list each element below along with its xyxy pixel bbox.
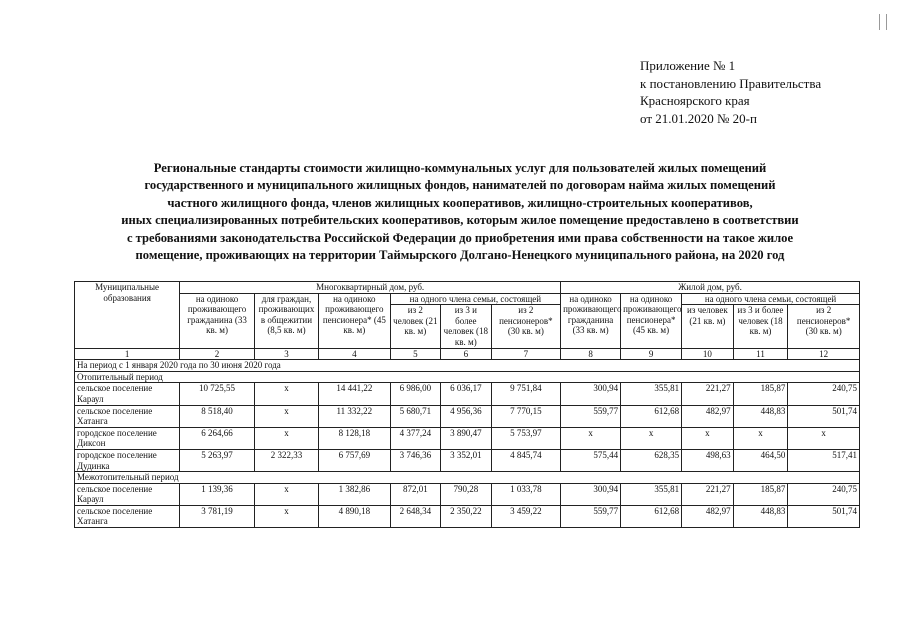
- header-col3: для граждан, проживающих в общежитии (8,5 кв. м): [254, 293, 318, 348]
- value-cell: 11 332,22: [319, 405, 391, 427]
- value-cell: 612,68: [621, 505, 682, 527]
- section-heating: [75, 371, 860, 383]
- value-cell: 7 770,15: [491, 405, 561, 427]
- value-cell: х: [788, 427, 860, 449]
- value-cell: 612,68: [621, 405, 682, 427]
- column-number: 7: [491, 348, 561, 360]
- standards-table: [74, 281, 860, 528]
- value-cell: 5 753,97: [491, 427, 561, 449]
- municipality-name: сельское поселение Караул: [75, 383, 180, 405]
- value-cell: 2 350,22: [441, 505, 492, 527]
- value-cell: х: [254, 483, 318, 505]
- value-cell: 575,44: [561, 449, 621, 471]
- value-cell: х: [733, 427, 788, 449]
- table-row: [75, 427, 860, 449]
- value-cell: 5 680,71: [390, 405, 441, 427]
- annex-line: Красноярского края: [640, 93, 750, 108]
- column-number: 11: [733, 348, 788, 360]
- value-cell: 4 890,18: [319, 505, 391, 527]
- annex-line: от 21.01.2020 № 20-п: [640, 110, 757, 126]
- section-interheating: [75, 472, 860, 484]
- column-number: 2: [180, 348, 255, 360]
- value-cell: 10 725,55: [180, 383, 255, 405]
- value-cell: 1 033,78: [491, 483, 561, 505]
- annex-line: к постановлению Правительства: [640, 75, 822, 91]
- table-row: [75, 405, 860, 427]
- value-cell: х: [254, 427, 318, 449]
- value-cell: 1 382,86: [319, 483, 391, 505]
- header-col6: из 3 и более человек (18 кв. м): [441, 305, 492, 348]
- value-cell: 559,77: [561, 405, 621, 427]
- header-municipal: Муниципальные образования: [75, 282, 180, 349]
- column-number: 12: [788, 348, 860, 360]
- section-interheating-label: Межотопительный период: [75, 472, 860, 484]
- value-cell: 3 890,47: [441, 427, 492, 449]
- header-col2: на одиноко проживающего гражданина (33 кв. м): [180, 293, 255, 348]
- annex-line: Приложение № 1: [640, 58, 736, 73]
- column-number-row: [75, 348, 860, 360]
- value-cell: х: [254, 505, 318, 527]
- municipality-name: городское поселение Диксон: [75, 427, 180, 449]
- value-cell: 185,87: [733, 483, 788, 505]
- value-cell: 185,87: [733, 383, 788, 405]
- municipality-name: городское поселение Дудинка: [75, 449, 180, 471]
- value-cell: 3 459,22: [491, 505, 561, 527]
- value-cell: 6 757,69: [319, 449, 391, 471]
- header-house: Жилой дом, руб.: [561, 282, 860, 294]
- scan-mark: [879, 14, 887, 30]
- value-cell: 221,27: [682, 383, 734, 405]
- value-cell: 1 139,36: [180, 483, 255, 505]
- table-row: [75, 483, 860, 505]
- title-line: помещение, проживающих на территории Таймырского Долгано-Ненецкого муниципального района, на 2020 год: [135, 248, 785, 263]
- value-cell: 6 036,17: [441, 383, 492, 405]
- value-cell: 2 322,33: [254, 449, 318, 471]
- value-cell: 4 956,36: [441, 405, 492, 427]
- value-cell: 3 781,19: [180, 505, 255, 527]
- value-cell: х: [254, 383, 318, 405]
- value-cell: 501,74: [788, 505, 860, 527]
- value-cell: 482,97: [682, 505, 734, 527]
- value-cell: 6 264,66: [180, 427, 255, 449]
- value-cell: 8 128,18: [319, 427, 391, 449]
- header-family-house: на одного члена семьи, состоящей: [682, 293, 860, 305]
- value-cell: 872,01: [390, 483, 441, 505]
- table-row: [75, 383, 860, 405]
- value-cell: х: [561, 427, 621, 449]
- column-number: 6: [441, 348, 492, 360]
- header-col4: на одиноко проживающего пенсионера* (45 кв. м): [319, 293, 391, 348]
- value-cell: 501,74: [788, 405, 860, 427]
- period-row-label: На период с 1 января 2020 года по 30 июня 2020 года: [75, 360, 860, 372]
- header-col11: из 3 и более человек (18 кв. м): [733, 305, 788, 348]
- column-number: 1: [75, 348, 180, 360]
- value-cell: 3 746,36: [390, 449, 441, 471]
- header-apartment: Многоквартирный дом, руб.: [180, 282, 561, 294]
- municipality-name: сельское поселение Караул: [75, 483, 180, 505]
- title-line: частного жилищного фонда, членов жилищных кооперативов, жилищно-строительных кооперативов,: [167, 195, 753, 210]
- value-cell: 8 518,40: [180, 405, 255, 427]
- value-cell: 355,81: [621, 383, 682, 405]
- value-cell: 448,83: [733, 405, 788, 427]
- header-col7: из 2 пенсионеров* (30 кв. м): [491, 305, 561, 348]
- value-cell: 300,94: [561, 483, 621, 505]
- header-col12: из 2 пенсионеров* (30 кв. м): [788, 305, 860, 348]
- municipality-name: сельское поселение Хатанга: [75, 405, 180, 427]
- value-cell: 355,81: [621, 483, 682, 505]
- value-cell: 517,41: [788, 449, 860, 471]
- value-cell: 14 441,22: [319, 383, 391, 405]
- column-number: 10: [682, 348, 734, 360]
- header-col9: на одиноко проживающего пенсионера* (45 кв. м): [621, 293, 682, 348]
- title-line: Региональные стандарты стоимости жилищно-коммунальных услуг для пользователей жилых помещений: [153, 161, 767, 175]
- column-number: 9: [621, 348, 682, 360]
- table-row: [75, 505, 860, 527]
- header-col10: из человек (21 кв. м): [682, 305, 734, 348]
- value-cell: 2 648,34: [390, 505, 441, 527]
- value-cell: 6 986,00: [390, 383, 441, 405]
- column-number: 8: [561, 348, 621, 360]
- value-cell: 498,63: [682, 449, 734, 471]
- value-cell: 9 751,84: [491, 383, 561, 405]
- title-line: государственного и муниципального жилищных фондов, нанимателей по договорам найма жилых помещений: [144, 178, 776, 193]
- header-family-apartment: на одного члена семьи, состоящей: [390, 293, 561, 305]
- value-cell: 300,94: [561, 383, 621, 405]
- column-number: 4: [319, 348, 391, 360]
- value-cell: 482,97: [682, 405, 734, 427]
- header-col8: на одиноко проживающего гражданина (33 кв. м): [561, 293, 621, 348]
- value-cell: 790,28: [441, 483, 492, 505]
- value-cell: 464,50: [733, 449, 788, 471]
- annex-block: [640, 57, 821, 127]
- municipality-name: сельское поселение Хатанга: [75, 505, 180, 527]
- value-cell: 3 352,01: [441, 449, 492, 471]
- document-title: [60, 160, 860, 264]
- title-line: с требованиями законодательства Российской Федерации до приобретения ими права собственности на такое жилое: [126, 230, 794, 245]
- value-cell: 4 845,74: [491, 449, 561, 471]
- value-cell: 5 263,97: [180, 449, 255, 471]
- value-cell: х: [682, 427, 734, 449]
- value-cell: х: [621, 427, 682, 449]
- value-cell: 240,75: [788, 483, 860, 505]
- title-line: иных специализированных потребительских кооперативов, которым жилое помещение предоставлено в соответствии: [121, 213, 799, 228]
- value-cell: 559,77: [561, 505, 621, 527]
- value-cell: 4 377,24: [390, 427, 441, 449]
- period-row: [75, 360, 860, 372]
- value-cell: 221,27: [682, 483, 734, 505]
- column-number: 3: [254, 348, 318, 360]
- table-row: [75, 449, 860, 471]
- section-heating-label: Отопительный период: [75, 371, 860, 383]
- value-cell: 448,83: [733, 505, 788, 527]
- value-cell: 628,35: [621, 449, 682, 471]
- column-number: 5: [390, 348, 441, 360]
- value-cell: 240,75: [788, 383, 860, 405]
- value-cell: х: [254, 405, 318, 427]
- header-col5: из 2 человек (21 кв. м): [390, 305, 441, 348]
